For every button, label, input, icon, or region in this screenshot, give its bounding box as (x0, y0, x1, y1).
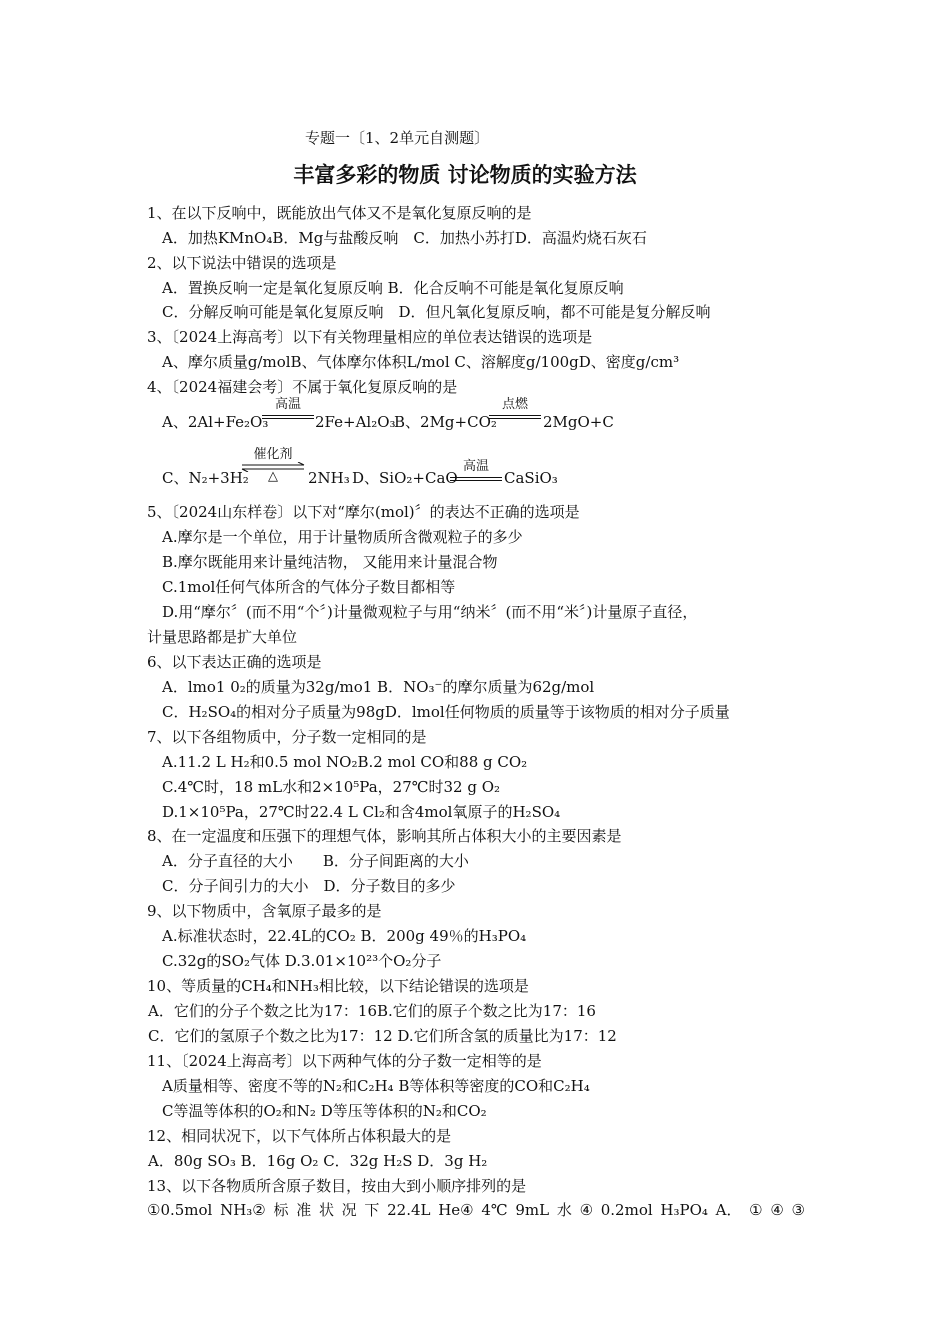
question-10: 10、等质量的CH₄和NH₃相比较，以下结论错误的选项是 (147, 977, 529, 995)
question-7-option-d: D.1×10⁵Pa，27℃时22.4 L Cl₂和含4mol氧原子的H₂SO₄ (162, 803, 561, 821)
reaction-c-heat: △ (268, 469, 278, 484)
q13-token: ④ (579, 1201, 594, 1219)
question-3: 3、〔2024上海高考〕以下有关物理量相应的单位表达错误的选项是 (147, 328, 593, 346)
question-12: 12、相同状况下，以下气体所占体积最大的是 (147, 1127, 452, 1145)
question-13-items (147, 1200, 805, 1220)
question-5: 5、〔2024山东样卷〕以下对“摩尔(mol)〞的表达不正确的选项是 (147, 503, 580, 521)
question-4: 4、〔2024福建会考〕不属于氧化复原反响的是 (147, 378, 458, 396)
reaction-c-catalyst: 催化剂 (253, 447, 293, 462)
q13-token: ①0.5mol (147, 1201, 213, 1219)
question-12-options: A．80g SO₃ B．16g O₂ C．32g H₂S D．3g H₂ (148, 1152, 488, 1170)
question-7-options-ab: A.11.2 L H₂和0.5 mol NO₂B.2 mol CO和88 g CO₂ (162, 753, 528, 771)
question-11: 11、〔2024上海高考〕以下两种气体的分子数一定相等的是 (147, 1052, 542, 1070)
question-7: 7、以下各组物质中，分子数一定相同的是 (147, 728, 427, 746)
question-5-option-b: B.摩尔既能用来计量纯洁物， 又能用来计量混合物 (162, 553, 498, 571)
q13-token: NH₃② (220, 1201, 266, 1219)
q13-token: ④ (770, 1201, 784, 1219)
question-6: 6、以下表达正确的选项是 (147, 653, 322, 671)
question-5-option-a: A.摩尔是一个单位，用于计量物质所含微观粒子的多少 (162, 528, 523, 546)
reaction-row-ab (162, 396, 622, 432)
question-5-option-d-cont: 计量思路都是扩大单位 (147, 628, 298, 646)
question-10-options-cd: C．它们的氢原子个数之比为17：12 D.它们所含氢的质量比为17：12 (148, 1027, 617, 1045)
question-10-options-ab: A．它们的分子个数之比为17：16B.它们的原子个数之比为17：16 (148, 1002, 596, 1020)
q13-token: H₃PO₄ (660, 1201, 708, 1219)
question-3-options: A、摩尔质量g/molB、气体摩尔体积L/mol C、溶解度g/100gD、密度g/cm³ (162, 353, 680, 371)
q13-token: 9mL (515, 1201, 550, 1219)
page-title: 丰富多彩的物质 讨论物质的实验方法 (293, 163, 637, 187)
reaction-b-reactants: B、2Mg+CO₂ (394, 413, 497, 431)
reaction-a-condition: 高温 (274, 397, 301, 412)
question-11-options-cd: C等温等体积的O₂和N₂ D等压等体积的N₂和CO₂ (162, 1102, 487, 1120)
question-9-options-ab: A.标准状态时，22.4L的CO₂ B．200g 49％的H₃PO₄ (162, 927, 527, 945)
question-5-option-d: D.用“摩尔〞(而不用“个〞)计量微观粒子与用“纳米〞(而不用“米〞)计量原子直径， (162, 603, 698, 621)
question-8-options-ab: A．分子直径的大小 B．分子间距离的大小 (162, 852, 469, 870)
q13-token: A． (715, 1201, 742, 1219)
question-6-options-cd: C．H₂SO₄的相对分子质量为98gD．lmol任何物质的质量等于该物质的相对分子质量 (162, 703, 730, 721)
q13-token: 水 (556, 1201, 572, 1219)
question-7-option-c: C.4℃时，18 mL水和2×10⁵Pa，27℃时32 g O₂ (162, 778, 501, 796)
equals-sign-icon (450, 477, 502, 481)
q13-token: 下 (364, 1201, 380, 1219)
reaction-a-reactants: A、2Al+Fe₂O₃ (162, 413, 269, 431)
reaction-a-products: 2Fe+Al₂O₃ (315, 413, 396, 431)
question-11-options-ab: A质量相等、密度不等的N₂和C₂H₄ B等体积等密度的CO和C₂H₄ (162, 1077, 590, 1095)
reaction-row-cd (162, 448, 582, 488)
reaction-d-products: CaSiO₃ (504, 469, 558, 487)
question-5-option-c: C.1mol任何气体所含的气体分子数目都相等 (162, 578, 456, 596)
q13-token: 4℃ (481, 1201, 508, 1219)
q13-token: 准 (296, 1201, 312, 1219)
reaction-d-condition: 高温 (462, 459, 489, 474)
question-8-options-cd: C．分子间引力的大小 D．分子数目的多少 (162, 877, 456, 895)
q13-token: 标 (273, 1201, 289, 1219)
reaction-b-products: 2MgO+C (543, 413, 614, 431)
question-2: 2、以下说法中错误的选项是 (147, 254, 337, 272)
q13-token: 22.4L (387, 1201, 431, 1219)
reaction-c-products: 2NH₃ (308, 469, 350, 487)
question-9: 9、以下物质中，含氧原子最多的是 (147, 902, 382, 920)
q13-token: 况 (341, 1201, 357, 1219)
q13-token: ① (749, 1201, 763, 1219)
question-2-options-cd: C．分解反响可能是氧化复原反响 D．但凡氧化复原反响，都不可能是复分解反响 (162, 303, 711, 321)
question-2-options-ab: A．置换反响一定是氧化复原反响 B．化合反响不可能是氧化复原反响 (162, 279, 624, 297)
q13-token: 0.2mol (600, 1201, 653, 1219)
reaction-d-reactants: D、SiO₂+CaO (352, 469, 458, 487)
question-1-options: A．加热KMnO₄B．Mg与盐酸反响 C．加热小苏打D．高温灼烧石灰石 (162, 229, 647, 247)
question-8: 8、在一定温度和压强下的理想气体，影响其所占体积大小的主要因素是 (147, 827, 622, 845)
q13-token: 状 (318, 1201, 334, 1219)
unit-heading: 专题一〔1、2单元自测题〕 (305, 129, 490, 147)
reaction-c-reactants: C、N₂+3H₂ (162, 469, 249, 487)
equals-sign-icon (262, 415, 314, 419)
q13-token: ③ (791, 1201, 805, 1219)
question-9-options-cd: C.32g的SO₂气体 D.3.01×10²³个O₂分子 (162, 952, 442, 970)
question-1: 1、在以下反响中，既能放出气体又不是氧化复原反响的是 (147, 204, 532, 222)
question-13: 13、以下各物质所含原子数目，按由大到小顺序排列的是 (147, 1177, 527, 1195)
q13-token: He④ (438, 1201, 474, 1219)
question-6-options-ab: A．lmo1 0₂的质量为32g/mo1 B．NO₃⁻的摩尔质量为62g/mol (162, 678, 595, 696)
reaction-b-condition: 点燃 (501, 397, 528, 412)
equals-sign-icon (489, 415, 541, 419)
